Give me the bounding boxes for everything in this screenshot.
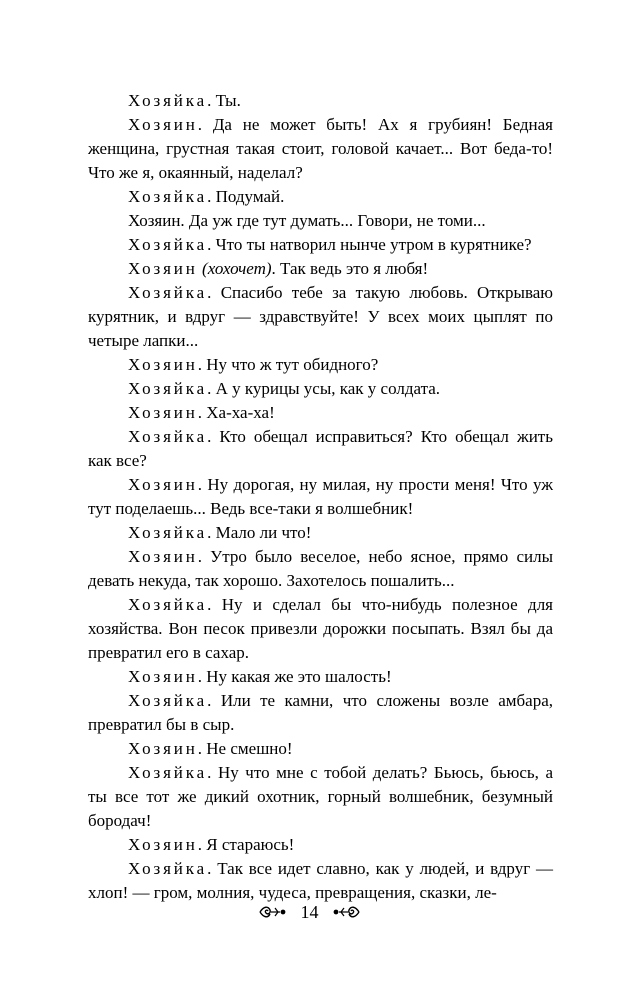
dialogue-line [88, 281, 553, 353]
speaker-name: Хозяйка [128, 379, 208, 398]
speaker-name: Хозяйка [128, 283, 208, 302]
line-text: . Ну и сделал бы что-нибудь полезное для хозяйства. Вон песок привезли дорожки посыпать. Взял бы да превратил его в сахар. [88, 595, 553, 662]
stage-direction: (хохочет) [202, 259, 272, 278]
dialogue-line [88, 545, 553, 593]
speaker-name: Хозяин [128, 355, 198, 374]
line-text: . Так все идет славно, как у людей, и вдруг — хлоп! — гром, молния, чудеса, превращения, сказки, ле- [88, 859, 553, 902]
speaker-name: Хозяйка [128, 235, 208, 254]
line-text: . Я стараюсь! [197, 835, 295, 854]
line-text: . Или те камни, что сложены возле амбара, превратил бы в сыр. [88, 691, 553, 734]
line-text: . Мало ли что! [207, 523, 312, 542]
dialogue-line [88, 833, 553, 857]
line-text: . Утро было веселое, небо ясное, прямо силы девать некуда, так хорошо. Захотелось пошалить... [88, 547, 553, 590]
play-text [88, 89, 553, 905]
speaker-name: Хозяин [128, 259, 198, 278]
dialogue-line [88, 209, 553, 233]
dialogue-line [88, 257, 553, 281]
line-text: . Подумай. [207, 187, 285, 206]
line-text: . Кто обещал исправиться? Кто обещал жить как все? [88, 427, 553, 470]
dialogue-line [88, 593, 553, 665]
dialogue-line [88, 401, 553, 425]
speaker-name: Хозяйка [128, 859, 208, 878]
dialogue-line [88, 377, 553, 401]
speaker-name: Хозяин [128, 835, 198, 854]
line-text: . Ха-ха-ха! [197, 403, 275, 422]
line-text: . Ну что мне с тобой делать? Бьюсь, бьюсь, а ты все тот же дикий охотник, горный волшебник, безумный бородач! [88, 763, 553, 830]
dialogue-line [88, 761, 553, 833]
speaker-name: Хозяин [128, 403, 198, 422]
dialogue-line [88, 185, 553, 209]
speaker-name: Хозяйка [128, 187, 208, 206]
dialogue-line [88, 233, 553, 257]
dialogue-line [88, 689, 553, 737]
line-text: . Так ведь это я любя! [271, 259, 429, 278]
dialogue-line [88, 89, 553, 113]
dialogue-line [88, 473, 553, 521]
speaker-name: Хозяин [128, 475, 198, 494]
line-text: . Что ты натворил нынче утром в курятнике? [207, 235, 532, 254]
line-text: . А у курицы усы, как у солдата. [207, 379, 441, 398]
dialogue-line [88, 665, 553, 689]
speaker-name: Хозяин [128, 547, 198, 566]
dialogue-line [88, 521, 553, 545]
line-text: . Ну дорогая, ну милая, ну прости меня! Что уж тут поделаешь... Ведь все-таки я волшебник! [88, 475, 553, 518]
speaker-name: Хозяйка [128, 763, 208, 782]
page-footer [0, 898, 619, 924]
dialogue-line [88, 737, 553, 761]
speaker-name: Хозяйка [128, 427, 208, 446]
speaker-name: Хозяин [128, 115, 198, 134]
left-ornament-icon [258, 904, 288, 920]
speaker-name: Хозяин [128, 739, 198, 758]
right-ornament-icon [331, 904, 361, 920]
dialogue-line [88, 353, 553, 377]
speaker-name: Хозяин [128, 667, 198, 686]
dialogue-line [88, 425, 553, 473]
speaker-name: Хозяйка [128, 691, 208, 710]
speaker-name: Хозяйка [128, 91, 208, 110]
line-text: . Спасибо тебе за такую любовь. Открываю курятник, и вдруг — здравствуйте! У всех моих цыплят по четыре лапки... [88, 283, 553, 350]
line-text: Хозяин. Да уж где тут думать... Говори, не томи... [128, 211, 486, 230]
line-text: . Не смешно! [197, 739, 293, 758]
line-text: . Ну что ж тут обидного? [197, 355, 379, 374]
page-number: 14 [300, 901, 319, 922]
dialogue-line [88, 113, 553, 185]
speaker-name: Хозяйка [128, 523, 208, 542]
speaker-name: Хозяйка [128, 595, 208, 614]
line-text: . Ты. [207, 91, 241, 110]
line-text: . Да не может быть! Ах я грубиян! Бедная женщина, грустная такая стоит, головой качает... Вот беда-то! Что же я, окаянный, наделал? [88, 115, 553, 182]
line-text: . Ну какая же это шалость! [197, 667, 392, 686]
